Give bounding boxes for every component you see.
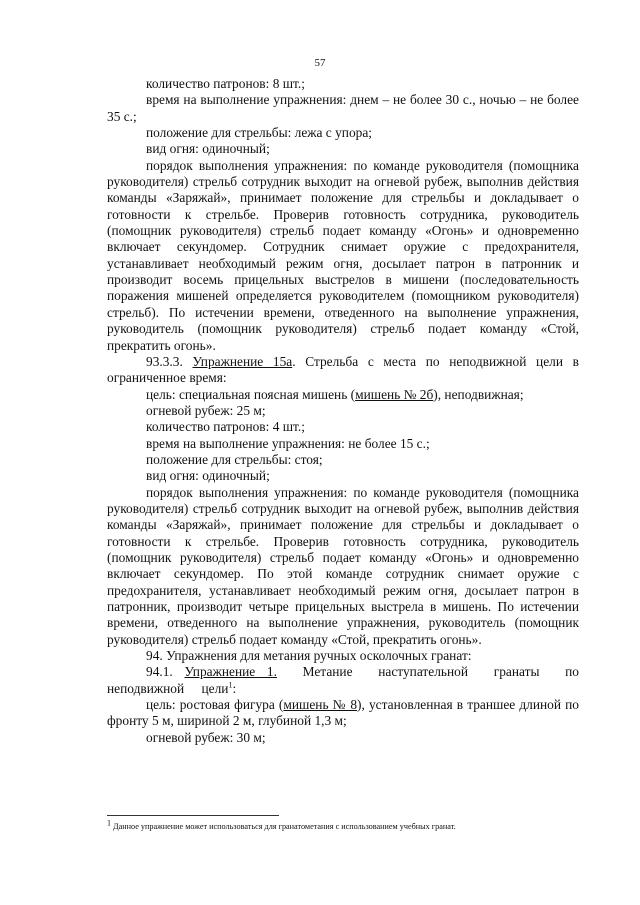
footnote-text: Данное упражнение может использоваться для гранатометания с использованием учебных гранат. (111, 822, 456, 831)
procedure-paragraph: порядок выполнения упражнения: по команде руководителя (помощника руководителя) стрельб сотрудник выходит на огневой рубеж, выполнив действия команды «Заряжай», принимает положение для стрельбы и докладывает о готовности к стрельбе. Проверив готовность сотрудника, руководитель (помощник руководителя) стрельб подает команду «Огонь» и одновременно включает секундомер. Сотрудник снимает оружие с предохранителя, устанавливает необходимый режим огня, досылает патрон в патронник и производит восемь прицельных выстрелов в мишени (последовательность поражения мишеней определяется руководителем (помощником руководителя) стрельб). По истечении времени, отведенного на выполнение упражнения, руководитель (помощник руководителя) стрельб подает команду «Стой, прекратить огонь». (107, 157, 579, 353)
section-94-1 (107, 664, 579, 697)
firing-position-line: положение для стрельбы: лежа с упора; (146, 125, 373, 141)
target-line (107, 387, 579, 403)
section-number: 93.3.3. (146, 353, 183, 369)
section-93-3-3 (107, 354, 579, 387)
footnote-separator (107, 815, 279, 816)
grenade-target-text: цель: ростовая фигура ( (146, 697, 284, 713)
firing-line-line: огневой рубеж: 25 м; (146, 402, 266, 418)
cartridge-count-line: количество патронов: 8 шт.; (146, 76, 305, 91)
fire-mode-line: вид огня: одиночный; (146, 141, 270, 157)
cartridge-count-line-2: количество патронов: 4 шт.; (146, 419, 305, 435)
time-limit-line: время на выполнение упражнения: днем – не более 30 с., ночью – не более 35 с.; (107, 92, 579, 124)
fire-mode-line-2: вид огня: одиночный; (146, 468, 270, 484)
section-94: 94. Упражнения для метания ручных осколочных гранат: (146, 648, 472, 664)
footnote-marker: 1 (107, 818, 111, 828)
grenade-firing-line: огневой рубеж: 30 м; (146, 729, 266, 745)
colon: : (232, 680, 237, 696)
section-number-94-1: 94.1. (146, 664, 173, 680)
target-2b-link[interactable]: мишень № 2б (355, 386, 434, 402)
section-title-text: . Стрельба с места по неподвижной цели в ограниченное время: (107, 353, 579, 386)
exercise-1-link[interactable]: Упражнение 1. (184, 664, 277, 680)
footnote-ref[interactable]: 1 (228, 680, 233, 690)
section-94-1-title: Метание наступательной гранаты по неподвижной цели (107, 664, 579, 696)
firing-position-line-2: положение для стрельбы: стоя; (146, 451, 323, 467)
page-number: 57 (314, 57, 326, 69)
footnote (107, 818, 579, 832)
procedure-paragraph-2: порядок выполнения упражнения: по команде руководителя (помощника руководителя) стрельб сотрудник выходит на огневой рубеж, выполнив действия команды «Заряжай», принимает положение для стрельбы и докладывает о готовности к стрельбе. Проверив готовность сотрудника, руководитель (помощник руководителя) стрельб подает команду «Огонь» и одновременно включает секундомер. По этой команде сотрудник снимает оружие с предохранителя, устанавливает необходимый режим огня, досылает патрон в патронник, производит четыре прицельных выстрела в мишень. По истечении времени, отведенного на выполнение упражнения, руководитель (помощник руководителя) стрельб подает команду «Стой, прекратить огонь». (107, 484, 579, 647)
grenade-target-line (107, 697, 579, 730)
exercise-15a-link[interactable]: Упражнение 15а (192, 353, 293, 369)
grenade-target-text-end: ), установленная в траншее длиной по фронту 5 м, шириной 2 м, глубиной 1,3 м; (107, 697, 579, 729)
target-8-link[interactable]: мишень № 8 (283, 697, 358, 713)
target-text: цель: специальная поясная мишень ( (146, 386, 356, 402)
document-body (107, 76, 579, 746)
time-limit-line-2: время на выполнение упражнения: не более 15 с.; (146, 435, 430, 451)
target-text-end: ), неподвижная; (433, 386, 524, 402)
